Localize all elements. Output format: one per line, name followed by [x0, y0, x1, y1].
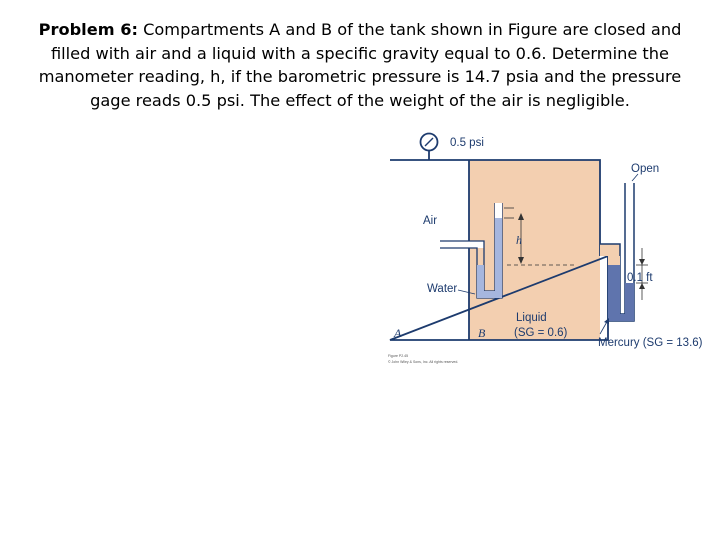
- liquid-label: Liquid: [516, 312, 547, 324]
- open-leader: [632, 174, 638, 181]
- problem-label: Problem 6:: [38, 20, 138, 39]
- compartment-a-label: A: [394, 326, 402, 340]
- liquid-sg-label: (SG = 0.6): [514, 327, 568, 339]
- tank-diagram: [380, 128, 720, 373]
- gage-reading-label: 0.5 psi: [450, 137, 484, 149]
- problem-statement: [30, 18, 690, 112]
- copyright-line: © John Wiley & Sons, Inc. All rights reserved.: [388, 360, 459, 364]
- air-label: Air: [423, 215, 438, 227]
- dim-arrow-upper: [639, 259, 645, 265]
- problem-text: Compartments A and B of the tank shown in Figure are closed and filled with air and a liquid with a specific gravity equal to 0.6. Determine the manometer reading, h, if the barometric pressure is 14.7 psia and the pressure gage reads 0.5 psi. The effect of the weight of the air is negligible.: [38, 20, 682, 110]
- outer-mercury-left: [608, 256, 620, 265]
- open-label: Open: [631, 163, 660, 175]
- mercury-label: Mercury (SG = 13.6): [598, 337, 703, 349]
- manometer-air-pipe: [440, 241, 484, 248]
- outer-pipe-liquid: [600, 244, 620, 256]
- inner-tube-open-top: [495, 203, 502, 218]
- compartment-b-label: B: [478, 326, 486, 340]
- water-label: Water: [427, 283, 458, 295]
- h-label: h: [516, 233, 522, 247]
- figure-caption: Figure P2.45: [388, 354, 409, 358]
- tank-figure: [380, 128, 720, 373]
- dimension-label: 0.1 ft: [627, 272, 653, 284]
